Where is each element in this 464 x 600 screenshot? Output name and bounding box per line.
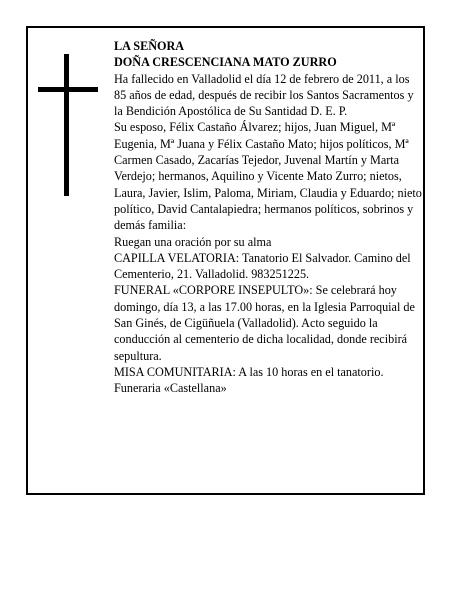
funeral-info: FUNERAL «CORPORE INSEPULTO»: Se celebrará hoy domingo, día 13, a las 17.00 horas, en la Iglesia Parroquial de San Ginés, de Cigüñuela (Valladolid). Acto seguido la conducción al cementerio de dicha localidad, donde recibirá sepultura. — [114, 283, 415, 363]
family-list: Su esposo, Félix Castaño Álvarez; hijos, Juan Miguel, Mª Eugenia, Mª Juana y Félix Castaño Mato; hijos políticos, Mª Carmen Casado, Zacarías Tejedor, Juvenal Martín y Marta Verdejo; hermanos, Aquilino y Vicente Mato Zurro; nietos, Laura, Javier, Islim, Paloma, Miriam, Claudia y Eduardo; nieto político, David Cantalapiedra; hermanos políticos, sobrinos y demás familia: — [114, 120, 422, 233]
prayer-request: Ruegan una oración por su alma — [114, 234, 272, 249]
obituary-text — [114, 38, 422, 397]
death-announcement: Ha fallecido en Valladolid el día 12 de febrero de 2011, a los 85 años de edad, después de recibir los Santos Sacramentos y la Bendición Apostólica de Su Santidad D. E. P. — [114, 71, 414, 119]
mass-info: MISA COMUNITARIA: A las 10 horas en el tanatorio. — [114, 364, 384, 379]
cross-vertical-bar — [64, 54, 69, 196]
notice-title: LA SEÑORA — [114, 39, 185, 53]
cross-icon — [38, 54, 98, 196]
chapel-info: CAPILLA VELATORIA: Tanatorio El Salvador. Camino del Cementerio, 21. Valladolid. 983251225. — [114, 250, 411, 282]
cross-horizontal-bar — [38, 87, 98, 92]
deceased-name: DOÑA CRESCENCIANA MATO ZURRO — [114, 55, 337, 70]
funeral-home: Funeraria «Castellana» — [114, 381, 227, 396]
